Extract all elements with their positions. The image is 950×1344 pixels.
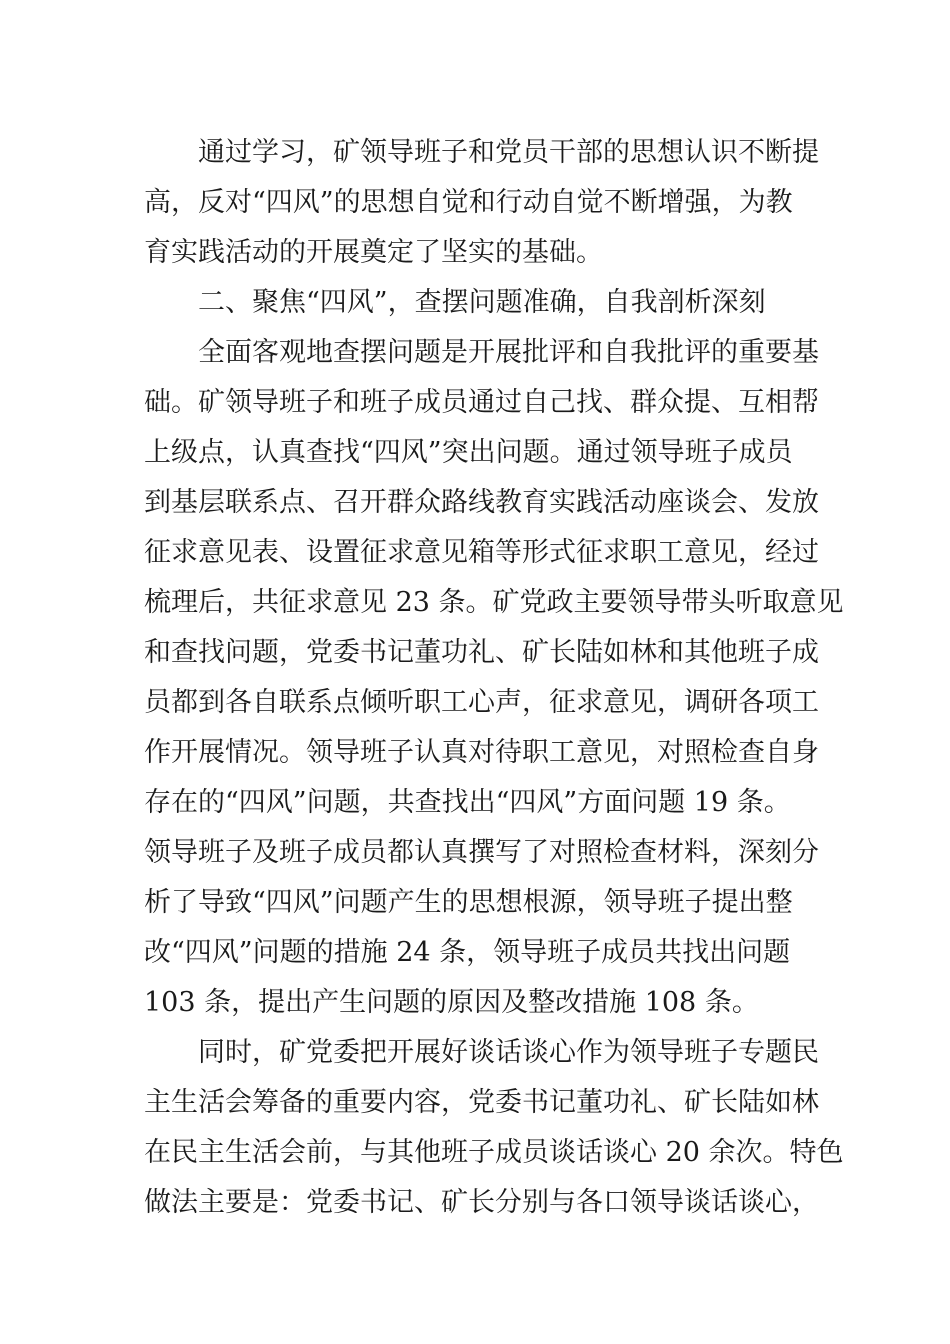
text-line: 主生活会筹备的重要内容，党委书记董功礼、矿长陆如林	[144, 1087, 819, 1118]
text-line: 高，反对“四风”的思想自觉和行动自觉不断增强，为教	[144, 187, 793, 218]
text-line: 育实践活动的开展奠定了坚实的基础。	[144, 237, 603, 268]
text-line: 存在的“四风”问题，共查找出“四风”方面问题 19 条。	[144, 787, 791, 818]
text-line: 103 条，提出产生问题的原因及整改措施 108 条。	[144, 987, 759, 1018]
text-line: 通过学习，矿领导班子和党员干部的思想认识不断提	[198, 137, 819, 168]
text-line: 员都到各自联系点倾听职工心声，征求意见，调研各项工	[144, 687, 819, 718]
text-line: 梳理后，共征求意见 23 条。矿党政主要领导带头听取意见	[144, 587, 844, 618]
text-line: 领导班子及班子成员都认真撰写了对照检查材料，深刻分	[144, 837, 819, 868]
text-line: 到基层联系点、召开群众路线教育实践活动座谈会、发放	[144, 487, 819, 518]
text-line: 全面客观地查摆问题是开展批评和自我批评的重要基	[198, 337, 819, 368]
text-line: 同时，矿党委把开展好谈话谈心作为领导班子专题民	[198, 1037, 819, 1068]
text-line: 征求意见表、设置征求意见箱等形式征求职工意见，经过	[144, 537, 819, 568]
text-line: 作开展情况。领导班子认真对待职工意见，对照检查自身	[144, 737, 819, 768]
text-line: 在民主生活会前，与其他班子成员谈话谈心 20 余次。特色	[144, 1137, 844, 1168]
text-line: 和查找问题，党委书记董功礼、矿长陆如林和其他班子成	[144, 637, 819, 668]
section-heading: 二、聚焦“四风”，查摆问题准确，自我剖析深刻	[198, 287, 766, 318]
text-line: 析了导致“四风”问题产生的思想根源，领导班子提出整	[144, 887, 793, 918]
text-line: 做法主要是：党委书记、矿长分别与各口领导谈话谈心，	[144, 1187, 819, 1218]
text-line: 改“四风”问题的措施 24 条，领导班子成员共找出问题	[144, 937, 791, 968]
text-line: 上级点，认真查找“四风”突出问题。通过领导班子成员	[144, 437, 793, 468]
text-line: 础。矿领导班子和班子成员通过自己找、群众提、互相帮	[144, 387, 819, 418]
